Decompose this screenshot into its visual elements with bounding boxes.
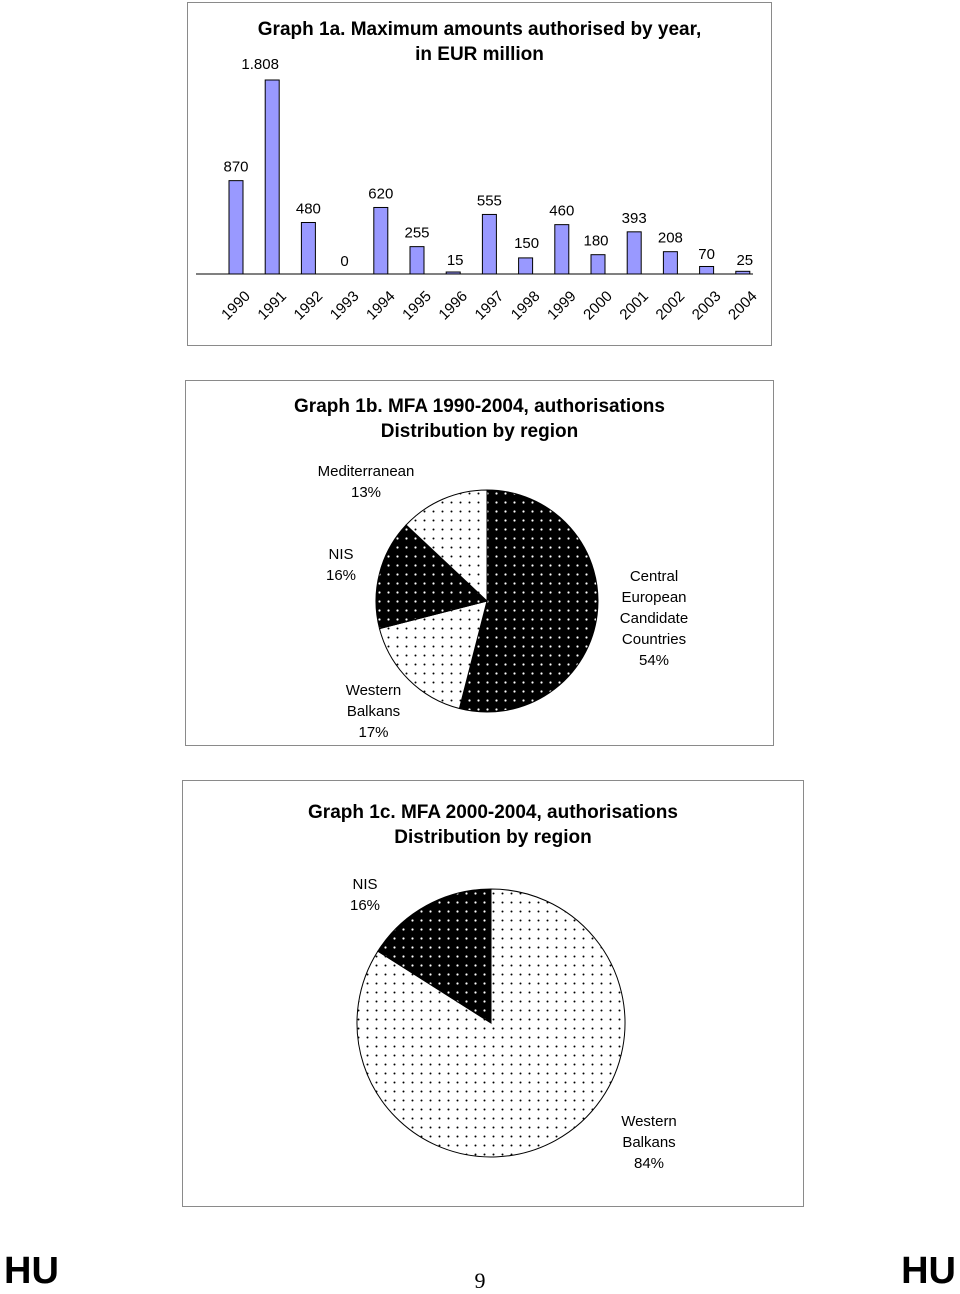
graph-1c-title-line-1: Graph 1c. MFA 2000-2004, authorisations xyxy=(308,802,678,823)
pie1-label-line: 13% xyxy=(350,484,382,501)
x-tick-label: 1996 xyxy=(435,287,472,324)
x-tick-label: 1990 xyxy=(218,287,254,324)
bar xyxy=(700,266,714,274)
pie1-label-central-european xyxy=(594,566,714,671)
graph-1c-pie-chart xyxy=(183,781,805,1208)
pie1-label-nis xyxy=(311,544,371,586)
bar-value-label: 393 xyxy=(621,209,647,227)
graph-1b-pie-chart xyxy=(186,381,775,747)
pie1-label-mediterranean xyxy=(301,461,431,503)
bar-value-label: 555 xyxy=(476,192,502,210)
pie2-label-line: Western xyxy=(621,1113,677,1130)
bar xyxy=(265,80,279,274)
footer-left-code: HU xyxy=(4,1250,59,1292)
bar xyxy=(374,207,388,274)
graph-1b-title-line-1: Graph 1b. MFA 1990-2004, authorisations xyxy=(294,396,665,417)
bar xyxy=(410,247,424,274)
pie1-label-line: Central xyxy=(629,568,679,585)
footer-right-code: HU xyxy=(901,1250,956,1292)
pie2-label-line: NIS xyxy=(352,876,378,893)
graph-1a-bar-chart xyxy=(188,3,773,347)
bar xyxy=(301,222,315,274)
x-tick-label: 2002 xyxy=(652,287,689,324)
x-tick-label: 1997 xyxy=(471,287,508,324)
bar xyxy=(627,232,641,274)
bar xyxy=(736,271,750,274)
bar-value-label: 25 xyxy=(736,252,754,269)
x-tick-label: 1998 xyxy=(507,287,544,324)
x-tick-label: 1994 xyxy=(363,287,399,324)
bar xyxy=(519,258,533,274)
graph-1c-panel xyxy=(182,780,804,1207)
page-number: 9 xyxy=(474,1268,486,1293)
bar-value-label: 70 xyxy=(698,246,715,263)
bar-value-label: 180 xyxy=(583,232,609,250)
pie1-label-line: Candidate xyxy=(619,610,689,627)
graph-1c-title-line-2: Distribution by region xyxy=(394,827,592,848)
bar-value-label: 460 xyxy=(549,202,575,220)
graph-1b-title-line-2: Distribution by region xyxy=(380,421,579,442)
bar xyxy=(446,272,460,274)
bar xyxy=(555,225,569,274)
pie1-label-line: 54% xyxy=(638,652,670,669)
pie1-label-western-balkans xyxy=(326,680,421,743)
pie2-label-nis xyxy=(333,874,397,916)
pie2-label-line: 84% xyxy=(633,1155,665,1172)
x-tick-label: 2003 xyxy=(688,287,725,324)
bar xyxy=(482,214,496,274)
pie1-label-line: Mediterranean xyxy=(317,463,415,480)
x-tick-label: 1995 xyxy=(399,287,435,324)
bar-value-label: 150 xyxy=(514,234,540,252)
pie2-label-line: 16% xyxy=(349,897,381,914)
bar-value-label: 480 xyxy=(295,200,321,218)
x-tick-label: 2001 xyxy=(616,287,653,324)
pie1-label-line: Balkans xyxy=(346,703,401,720)
bar-value-label: 15 xyxy=(446,252,464,269)
pie1-label-line: NIS xyxy=(328,546,354,563)
graph-1a-panel xyxy=(187,2,772,346)
bar xyxy=(591,255,605,274)
bar-value-label: 870 xyxy=(223,158,249,176)
bar-value-label: 0 xyxy=(340,253,349,270)
pie2-label-line: Balkans xyxy=(622,1134,676,1151)
x-tick-label: 1991 xyxy=(254,287,291,324)
graph-1a-title-line-1: Graph 1a. Maximum amounts authorised by year, xyxy=(257,19,702,40)
pie1-label-line: Countries xyxy=(621,631,687,648)
bar-value-label: 255 xyxy=(404,224,430,242)
pie1-label-line: 17% xyxy=(358,724,389,741)
pie2-label-western-balkans xyxy=(604,1111,694,1174)
bar xyxy=(229,181,243,274)
x-tick-label: 1993 xyxy=(326,287,363,324)
bar-value-label: 1.808 xyxy=(241,56,279,73)
graph-1b-panel xyxy=(185,380,774,746)
bar xyxy=(663,252,677,274)
x-tick-label: 2004 xyxy=(725,287,761,324)
x-tick-label: 1999 xyxy=(544,287,580,324)
x-tick-label: 1992 xyxy=(290,287,327,324)
bar-value-label: 620 xyxy=(368,185,394,203)
pie1-label-line: Western xyxy=(345,682,402,699)
x-tick-label: 2000 xyxy=(580,287,616,324)
graph-1a-title-line-2: in EUR million xyxy=(415,44,544,65)
bar-value-label: 208 xyxy=(657,229,683,247)
pie1-label-line: 16% xyxy=(325,567,357,584)
pie1-label-line: European xyxy=(621,589,687,606)
